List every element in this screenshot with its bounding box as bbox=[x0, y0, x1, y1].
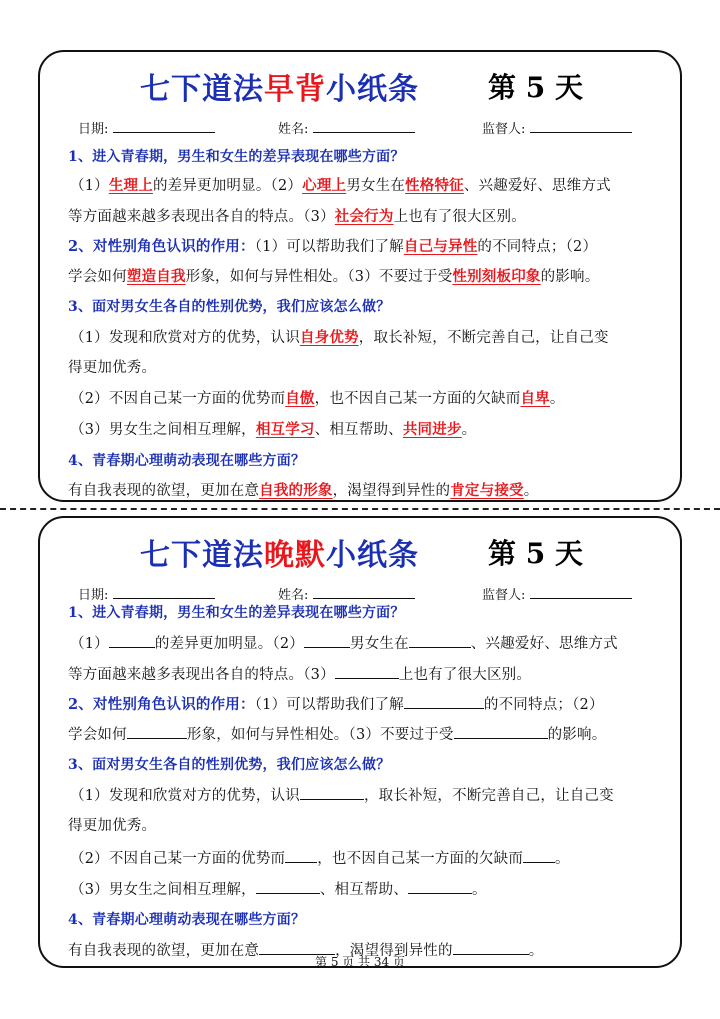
answer: 心理上 bbox=[302, 177, 347, 194]
question-2: 2、对性别角色认识的作用： bbox=[68, 696, 255, 713]
answer: 自我的形象 bbox=[259, 482, 333, 499]
date-blank bbox=[113, 119, 215, 133]
fill-blank[interactable] bbox=[404, 694, 484, 709]
fill-blank[interactable] bbox=[304, 633, 350, 648]
name-field: 姓名: bbox=[278, 118, 415, 137]
name-blank bbox=[313, 119, 415, 133]
title-highlight: 晚默 bbox=[264, 538, 326, 573]
fill-blank[interactable] bbox=[335, 664, 399, 679]
meta-row bbox=[40, 118, 680, 138]
fill-blank[interactable] bbox=[300, 785, 364, 800]
question-3: 3、面对男女生各自的性别优势，我们应该怎么做？ bbox=[68, 299, 391, 315]
answer: 自傲 bbox=[285, 390, 315, 407]
answer: 生理上 bbox=[108, 177, 153, 194]
answer: 塑造自我 bbox=[126, 268, 186, 285]
answer: 性格特征 bbox=[405, 177, 464, 194]
answer: 自卑 bbox=[520, 390, 550, 407]
blank-line: 2、对性别角色认识的作用：（1）可以帮助我们了解 的不同特点；（2） bbox=[68, 696, 604, 713]
supervisor-field: 监督人: bbox=[482, 118, 632, 137]
answer: 肯定与接受 bbox=[450, 482, 524, 499]
answer: 共同进步 bbox=[402, 421, 462, 438]
card-header bbox=[40, 530, 680, 573]
blank-line: 得更加优秀。 bbox=[68, 818, 157, 834]
answer: 自己与异性 bbox=[403, 238, 478, 255]
fill-blank[interactable] bbox=[523, 848, 555, 863]
question-4: 4、青春期心理萌动表现在哪些方面？ bbox=[68, 912, 306, 928]
card-title bbox=[140, 64, 419, 108]
question-1: 1、进入青春期，男生和女生的差异表现在哪些方面？ bbox=[68, 605, 405, 621]
fill-blank[interactable] bbox=[109, 633, 155, 648]
title-part2: 小纸条 bbox=[326, 72, 419, 107]
fill-blank[interactable] bbox=[409, 633, 471, 648]
morning-card bbox=[38, 50, 682, 502]
meta-row bbox=[40, 584, 680, 604]
card-header bbox=[40, 64, 680, 107]
blank-line: 学会如何 形象，如何与异性相处。（3）不要过于受 的影响。 bbox=[68, 723, 606, 744]
answer: 社会行为 bbox=[334, 208, 394, 225]
blank-line: （3）男女生之间相互理解， 、相互帮助、 。 bbox=[70, 878, 487, 899]
title-part1: 七下道法 bbox=[140, 538, 264, 573]
answer: 性别刻板印象 bbox=[452, 268, 541, 285]
blank-line: （2）不因自己某一方面的优势而 ，也不因自己某一方面的欠缺而 。 bbox=[70, 847, 570, 868]
name-field: 姓名: bbox=[278, 584, 415, 603]
fill-blank[interactable] bbox=[285, 848, 317, 863]
question-1: 1、进入青春期，男生和女生的差异表现在哪些方面？ bbox=[68, 149, 405, 165]
day-label: 第 5 天 bbox=[488, 537, 583, 570]
page-number: 第 5 页 共 34 页 bbox=[315, 955, 405, 969]
answer-line: （3）男女生之间相互理解，相互学习、相互帮助、共同进步。 bbox=[70, 421, 477, 438]
supervisor-field: 监督人: bbox=[482, 584, 632, 603]
answer-line: 有自我表现的欲望，更加在意自我的形象，渴望得到异性的肯定与接受。 bbox=[68, 482, 539, 499]
question-2: 2、对性别角色认识的作用： bbox=[68, 238, 255, 255]
answer-line: 得更加优秀。 bbox=[68, 360, 157, 376]
blank-line: （1） 的差异更加明显。（2） 男女生在 、兴趣爱好、思维方式 bbox=[70, 632, 618, 653]
question-3: 3、面对男女生各自的性别优势，我们应该怎么做？ bbox=[68, 757, 391, 773]
dashed-separator bbox=[0, 508, 720, 510]
blank-line: 等方面越来越多表现出各自的特点。（3） 上也有了很大区别。 bbox=[68, 663, 531, 684]
fill-blank[interactable] bbox=[408, 879, 472, 894]
card-title bbox=[140, 530, 419, 574]
fill-blank[interactable] bbox=[127, 724, 187, 739]
day-label: 第 5 天 bbox=[488, 71, 583, 104]
date-field: 日期: bbox=[78, 118, 215, 137]
blank-line: （1）发现和欣赏对方的优势，认识 ，取长补短，不断完善自己，让自己变 bbox=[70, 784, 614, 805]
fill-blank[interactable] bbox=[454, 724, 548, 739]
evening-card bbox=[38, 516, 682, 968]
answer-line: （2）不因自己某一方面的优势而自傲，也不因自己某一方面的欠缺而自卑。 bbox=[70, 390, 565, 407]
date-field: 日期: bbox=[78, 584, 215, 603]
title-highlight: 早背 bbox=[264, 72, 326, 107]
fill-blank[interactable] bbox=[256, 879, 320, 894]
answer-line: 2、对性别角色认识的作用：（1）可以帮助我们了解自己与异性的不同特点；（2） bbox=[68, 238, 598, 255]
title-part2: 小纸条 bbox=[326, 538, 419, 573]
question-4: 4、青春期心理萌动表现在哪些方面？ bbox=[68, 453, 306, 469]
answer: 自身优势 bbox=[299, 329, 359, 346]
answer-line: （1）生理上的差异更加明显。（2）心理上男女生在性格特征、兴趣爱好、思维方式 bbox=[70, 177, 611, 194]
blank-line: 有自我表现的欲望，更加在意 ，渴望得到异性的 。 bbox=[68, 939, 543, 960]
answer-line: 等方面越来越多表现出各自的特点。（3）社会行为上也有了很大区别。 bbox=[68, 208, 526, 225]
answer-line: 学会如何塑造自我形象，如何与异性相处。（3）不要过于受性别刻板印象的影响。 bbox=[68, 268, 600, 285]
supervisor-blank bbox=[530, 119, 632, 133]
supervisor-blank bbox=[530, 585, 632, 599]
answer-line: （1）发现和欣赏对方的优势，认识自身优势，取长补短，不断完善自己，让自己变 bbox=[70, 329, 609, 346]
date-blank bbox=[113, 585, 215, 599]
answer: 相互学习 bbox=[255, 421, 315, 438]
title-part1: 七下道法 bbox=[140, 72, 264, 107]
name-blank bbox=[313, 585, 415, 599]
